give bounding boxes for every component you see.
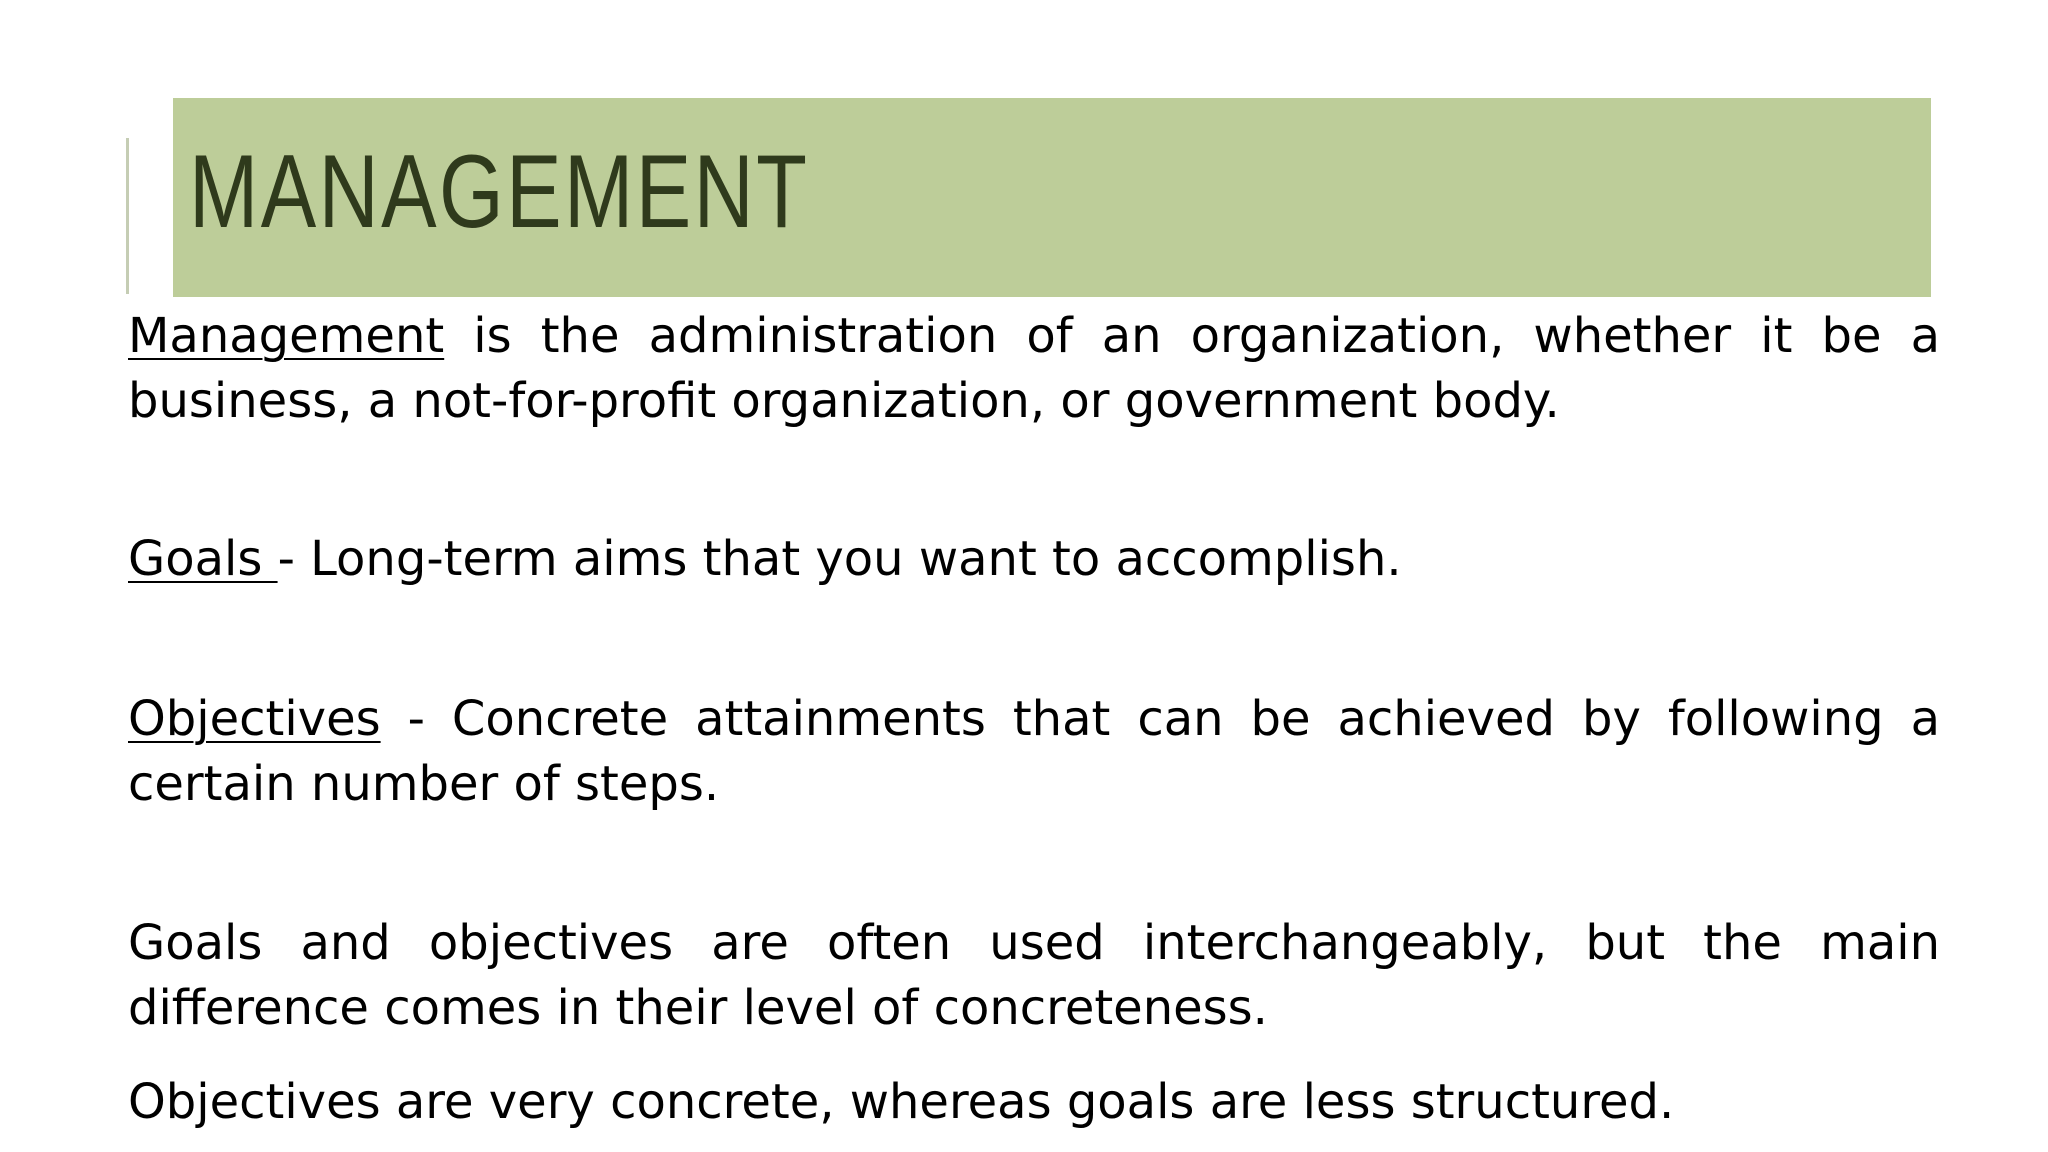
- objectives-text: - Concrete attainments that can be achieved by following a certain number of steps.: [128, 691, 1940, 812]
- slide-body: [128, 304, 1940, 1135]
- conclusion-paragraph: Objectives are very concrete, whereas goals are less structured.: [128, 1074, 1675, 1130]
- management-definition: [128, 304, 1940, 434]
- goals-term: Goals: [128, 531, 278, 587]
- goals-text: - Long-term aims that you want to accomplish.: [277, 531, 1402, 587]
- objectives-term: Objectives: [128, 691, 381, 747]
- slide-title: MANAGEMENT: [189, 134, 810, 250]
- title-accent-line: [126, 138, 129, 294]
- goals-definition: [128, 527, 1940, 592]
- title-band: [173, 98, 1931, 297]
- comparison-paragraph: Goals and objectives are often used interchangeably, but the main difference comes in their level of concreteness.: [128, 915, 1940, 1036]
- management-term: Management: [128, 308, 445, 364]
- management-text: is the administration of an organization, whether it be a business, a not-for-profit organization, or government body.: [128, 308, 1940, 429]
- objectives-definition: [128, 687, 1940, 817]
